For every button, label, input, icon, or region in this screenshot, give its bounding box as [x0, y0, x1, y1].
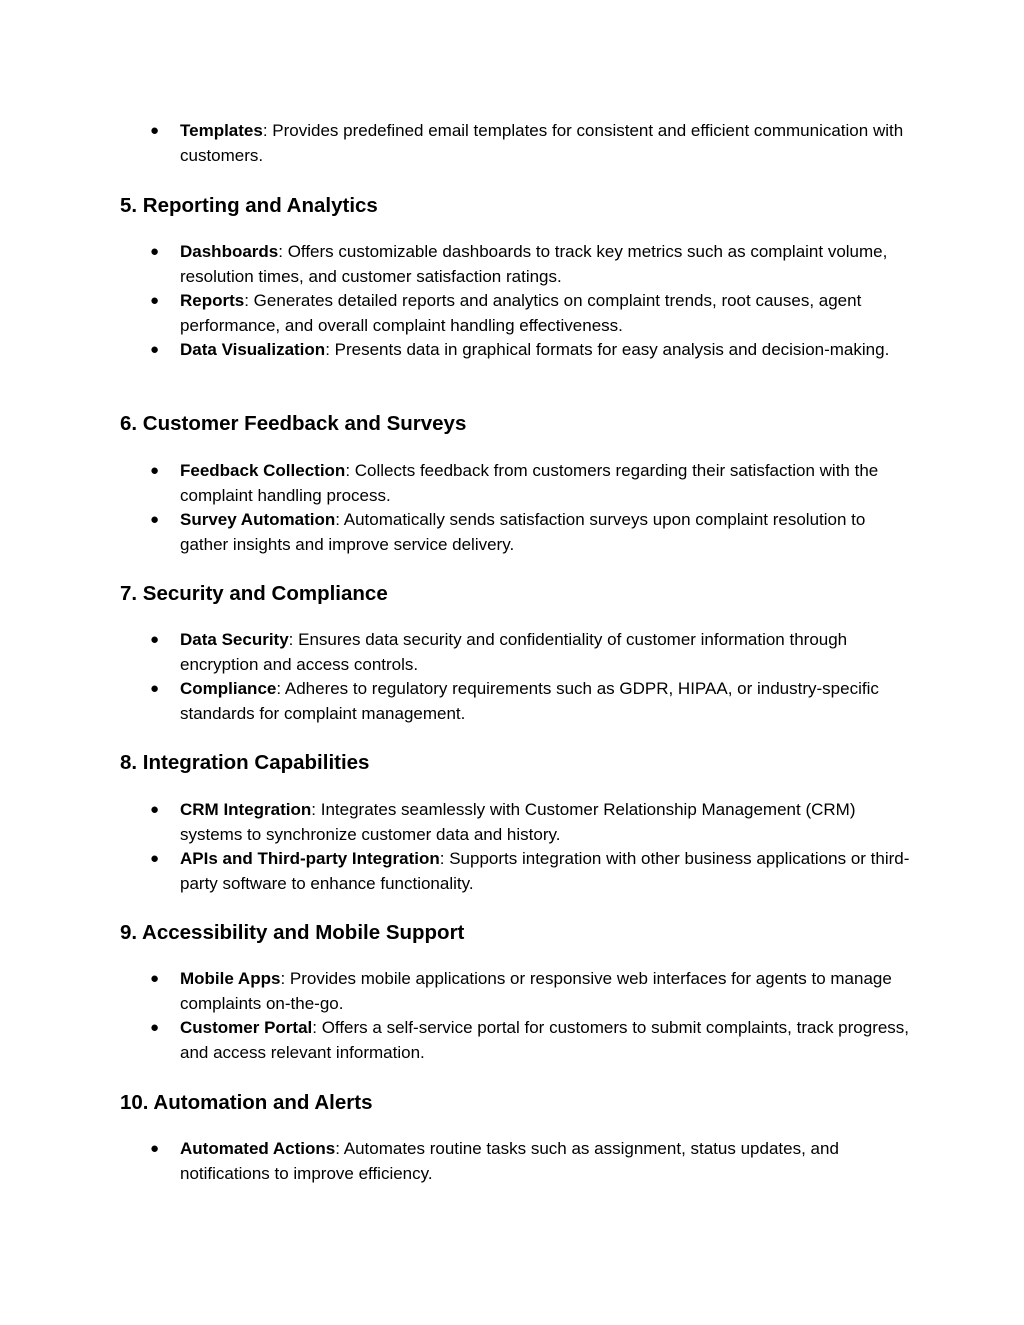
item-text: : Supports integration with other business applications or third-party software to enhance functionality. [180, 849, 910, 893]
section-heading-8: 8. Integration Capabilities [120, 751, 370, 774]
bullet: ● [150, 631, 160, 648]
bullet: ● [150, 292, 160, 309]
item-text: : Adheres to regulatory requirements such as GDPR, HIPAA, or industry-specific standards for complaint management. [180, 679, 879, 723]
item-text: : Ensures data security and confidentiality of customer information through encryption and access controls. [180, 630, 848, 674]
list-item-templates [150, 119, 910, 168]
item-text: : Provides predefined email templates for consistent and efficient communication with customers. [180, 121, 904, 165]
item-term: Feedback Collection [180, 461, 346, 480]
item-term: Data Visualization [180, 340, 326, 359]
bullet: ● [150, 680, 160, 697]
list-item-survey-automation [150, 508, 910, 557]
list-item-automated-actions [150, 1137, 910, 1186]
item-text: : Automates routine tasks such as assignment, status updates, and notifications to improve efficiency. [180, 1139, 839, 1183]
list-item-mobile-apps [150, 967, 910, 1016]
item-term: Dashboards [180, 242, 279, 261]
item-text: : Provides mobile applications or responsive web interfaces for agents to manage complaints on-the-go. [180, 969, 892, 1013]
bullet: ● [150, 341, 160, 358]
list-item-dashboards [150, 240, 910, 289]
item-term: CRM Integration [180, 800, 312, 819]
item-term: Data Security [180, 630, 289, 649]
item-text: : Collects feedback from customers regarding their satisfaction with the complaint handling process. [180, 461, 879, 505]
list-item-crm-integration [150, 798, 910, 847]
section-heading-7: 7. Security and Compliance [120, 582, 388, 605]
item-term: Survey Automation [180, 510, 336, 529]
list-item-feedback-collection [150, 459, 910, 508]
list-item-data-security [150, 628, 910, 677]
bullet: ● [150, 970, 160, 987]
list-item-compliance [150, 677, 910, 726]
bullet: ● [150, 1140, 160, 1157]
section-heading-10: 10. Automation and Alerts [120, 1091, 373, 1114]
bullet: ● [150, 243, 160, 260]
item-text: : Automatically sends satisfaction surveys upon complaint resolution to gather insights and improve service delivery. [180, 510, 866, 554]
item-text: : Offers customizable dashboards to track key metrics such as complaint volume, resolution times, and customer satisfaction ratings. [180, 242, 888, 286]
item-term: Compliance [180, 679, 277, 698]
list-item-data-visualization [150, 338, 910, 363]
item-term: Templates [180, 121, 263, 140]
bullet: ● [150, 801, 160, 818]
item-text: : Integrates seamlessly with Customer Relationship Management (CRM) systems to synchronize customer data and history. [180, 800, 856, 844]
item-text: : Presents data in graphical formats for easy analysis and decision-making. [325, 340, 890, 359]
bullet: ● [150, 122, 160, 139]
bullet: ● [150, 850, 160, 867]
item-term: Customer Portal [180, 1018, 313, 1037]
section-heading-9: 9. Accessibility and Mobile Support [120, 921, 465, 944]
section-heading-6: 6. Customer Feedback and Surveys [120, 412, 467, 435]
item-term: Automated Actions [180, 1139, 336, 1158]
item-term: Mobile Apps [180, 969, 281, 988]
section-heading-5: 5. Reporting and Analytics [120, 194, 378, 217]
bullet: ● [150, 462, 160, 479]
list-item-apis-third-party [150, 847, 910, 896]
bullet: ● [150, 511, 160, 528]
item-text: : Offers a self-service portal for customers to submit complaints, track progress, and access relevant information. [180, 1018, 910, 1062]
item-term: Reports [180, 291, 245, 310]
item-text: : Generates detailed reports and analytics on complaint trends, root causes, agent performance, and overall complaint handling effectiveness. [180, 291, 862, 335]
list-item-customer-portal [150, 1016, 910, 1065]
bullet: ● [150, 1019, 160, 1036]
item-term: APIs and Third-party Integration [180, 849, 440, 868]
list-item-reports [150, 289, 910, 338]
